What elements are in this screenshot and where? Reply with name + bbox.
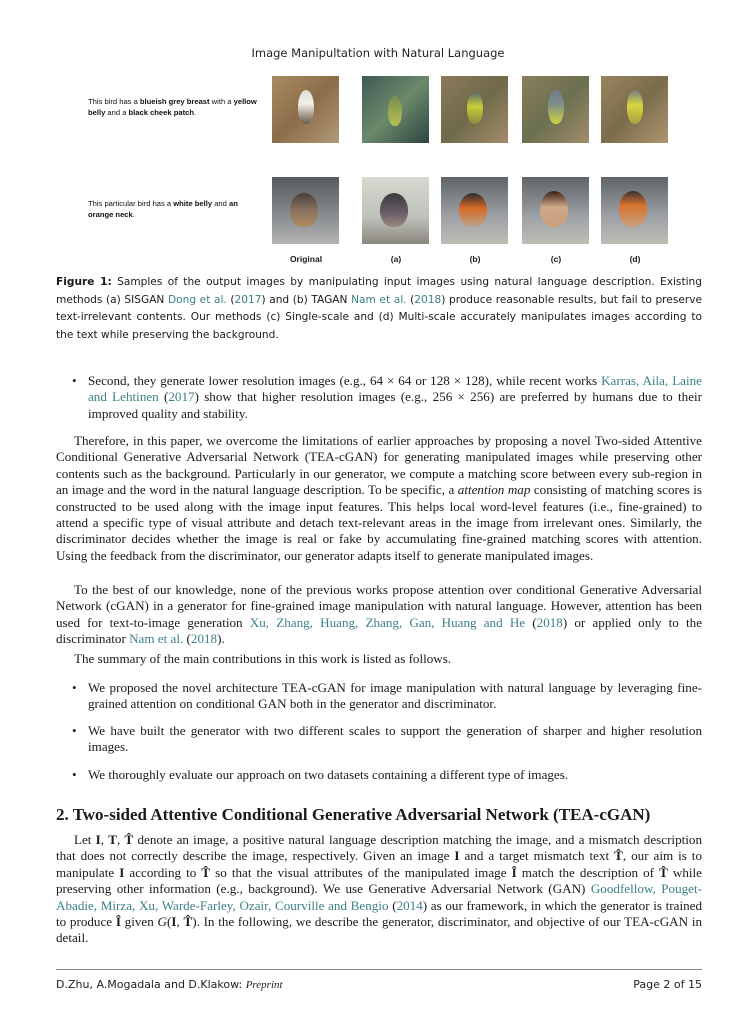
- text-run: To the best of our knowledge, none of the previous works propose attention over conditional Generative Adversarial Network (cGAN) in a generator for fine-grained image manipulation with natural language. However, attention has been used for text-to-image generation: [56, 582, 702, 630]
- citation-link[interactable]: Goodfellow, Pouget-Abadie, Mirza, Xu, Warde-Farley, Ozair, Courville and Bengio: [56, 881, 702, 913]
- text-run: .: [193, 108, 197, 117]
- text-run: given: [120, 914, 158, 930]
- bold-text: I: [119, 864, 125, 880]
- contribution-1: [72, 680, 702, 713]
- column-label-original: Original: [289, 254, 323, 264]
- text-run: ) or applied only to the discriminator: [56, 614, 702, 647]
- text-run: (: [166, 914, 172, 930]
- italic-text: attention map: [457, 482, 531, 498]
- text-run: ) show that higher resolution images (e.g., 256 × 256) are preferred by humans due to their improved quality and stability.: [88, 389, 702, 421]
- bold-text: T: [108, 832, 118, 847]
- text-run: while preserving other information (e.g., background). We use Generative Adversarial Network (GAN): [56, 864, 702, 897]
- text-run: ). In the following, we describe the generator, discriminator, and objective of our TEA-cGAN in detail.: [56, 914, 703, 946]
- bullet-icon: •: [72, 680, 77, 695]
- text-run: .: [132, 210, 135, 219]
- citation-link[interactable]: 2014: [396, 897, 423, 913]
- column-label-c: (c): [550, 254, 562, 264]
- figure-caption: [56, 274, 702, 344]
- bold-text: an orange neck: [88, 199, 238, 219]
- text-run: Samples of the output images by manipulating input images using natural language description. Existing methods (a) SISGAN: [56, 276, 702, 306]
- text-run: and a target mismatch text: [459, 848, 615, 864]
- bird-image-a-1: [362, 76, 429, 143]
- citation-link[interactable]: 2018: [190, 631, 218, 647]
- footer-divider: [56, 969, 702, 970]
- bird-image-c-2: [522, 177, 589, 244]
- citation-link[interactable]: Xu, Zhang, Huang, Zhang, Gan, Huang and He: [249, 614, 526, 630]
- bullet-icon: •: [72, 767, 77, 782]
- citation-link[interactable]: Nam et al.: [351, 293, 407, 306]
- text-run: We proposed the novel architecture TEA-cGAN for image manipulation with natural language by leveraging fine-grained attention on conditional GAN both in the generator and discriminator.: [88, 680, 702, 712]
- description-2: [88, 198, 258, 220]
- text-run: (: [158, 389, 169, 405]
- bold-text: yellow belly: [88, 97, 257, 117]
- text-run: according to: [124, 864, 202, 880]
- bullet-text: [88, 723, 702, 754]
- paragraph-intro: [56, 433, 702, 564]
- column-label-a: (a): [390, 254, 402, 264]
- text-run: (: [183, 631, 191, 647]
- bold-text: I: [95, 832, 101, 847]
- bold-text: black cheek patch: [128, 108, 194, 117]
- text-run: Second, they generate lower resolution images (e.g., 64 × 64 or 128 × 128), while recent works: [88, 373, 602, 388]
- citation-link[interactable]: Nam et al.: [129, 631, 184, 647]
- text-run: We thoroughly evaluate our approach on two datasets containing a different type of images.: [88, 767, 569, 782]
- bird-image-d-1: [601, 76, 668, 143]
- text-run: This bird has a: [88, 97, 140, 106]
- text-run: ,: [100, 832, 109, 847]
- citation-link[interactable]: 2017: [234, 293, 262, 306]
- text-run: ,: [176, 914, 184, 930]
- text-run: match the description of: [516, 864, 660, 880]
- text-run: Therefore, in this paper, we overcome the limitations of earlier approaches by proposing a novel Two-sided Attentive Conditional Generative Adversarial Network (TEA-cGAN) for generating manipulated images while preserving other contents such as the background. Particularly in our generator, we compute a matching score between every sub-region in an image and the word in the natural language description. To be specific, a: [56, 433, 702, 498]
- bullet-text: [88, 767, 568, 782]
- citation-link[interactable]: Karras, Aila, Laine and Lehtinen: [88, 373, 702, 405]
- citation-link[interactable]: 2018: [536, 614, 563, 630]
- bird-image-a-2: [362, 177, 429, 244]
- contribution-3: [72, 767, 702, 783]
- bird-image-b-2: [441, 177, 508, 244]
- text-run: ) and (b) TAGAN: [261, 293, 352, 306]
- bird-image-b-1: [441, 76, 508, 143]
- text-run: (: [525, 614, 537, 630]
- bird-image-original-1: [272, 76, 339, 143]
- bullet-text: [88, 680, 702, 711]
- bold-text: T̂: [183, 914, 193, 930]
- text-run: (: [226, 293, 235, 306]
- bullet-resolution: [72, 373, 702, 422]
- text-run: and: [212, 199, 229, 208]
- text-run: The summary of the main contributions in this work is listed as follows.: [74, 651, 452, 666]
- text-run: so that the visual attributes of the manipulated image: [210, 864, 512, 880]
- bold-text: white belly: [173, 199, 213, 208]
- footer-authors-text: D.Zhu, A.Mogadala and D.Klakow:: [56, 978, 246, 991]
- bold-text: Î: [511, 864, 517, 880]
- text-run: ) as our framework, in which the generator is trained to produce: [56, 897, 702, 930]
- text-run: denote an image, a positive natural language description matching the image, and a mismatch description that does not correctly describe the image, respectively. Given an image: [56, 832, 702, 864]
- bird-image-c-1: [522, 76, 589, 143]
- running-head: Image Manipultation with Natural Language: [251, 46, 505, 60]
- text-run: (: [388, 897, 397, 913]
- bold-text: Figure 1:: [56, 276, 112, 288]
- paragraph-method: [56, 832, 702, 947]
- paragraph-summary: [56, 651, 702, 667]
- citation-link[interactable]: 2017: [168, 389, 195, 405]
- contribution-2: [72, 723, 702, 756]
- italic-text: G: [157, 914, 167, 930]
- bold-text: Î: [115, 914, 121, 930]
- text-run: with a: [209, 97, 234, 106]
- text-run: ,: [117, 832, 125, 847]
- bold-text: T̂: [201, 864, 211, 880]
- citation-link[interactable]: 2018: [414, 293, 442, 306]
- bold-text: T̂: [124, 832, 134, 847]
- bold-text: I: [171, 914, 177, 930]
- bullet-text: [88, 373, 702, 421]
- text-run: Let: [74, 832, 96, 847]
- column-label-d: (d): [629, 254, 641, 264]
- column-label-b: (b): [469, 254, 481, 264]
- bold-text: blueish grey breast: [139, 97, 210, 106]
- bullet-icon: •: [72, 373, 77, 388]
- bold-text: T̂: [659, 864, 668, 880]
- text-run: (: [406, 293, 415, 306]
- bold-text: T̂: [614, 848, 623, 864]
- bird-image-original-2: [272, 177, 339, 244]
- text-run: consisting of matching scores is constructed to be used along with the image input features. This helps local word-level features (i.e., fine-grained) to attend a specific type of visual attribute and detach text-relevant areas in the image from irrelevant ones. Similarly, the discriminator decides whether the image is real or fake by accumulating fine-grained matching scores with attention. Using the feedback from the discriminator, our generator adapts itself to generate manipulated images.: [56, 482, 702, 563]
- text-run: and a: [105, 108, 129, 117]
- paragraph-novelty: [56, 582, 702, 648]
- footer-page-number: Page 2 of 15: [633, 978, 702, 991]
- text-run: ) produce reasonable results, but fail to preserve text-irrelevant contents. Our methods (c) Single-scale and (d) Multi-scale accurately manipulates images according to the text while preserving the background.: [56, 293, 702, 341]
- section-heading: 2. Two-sided Attentive Conditional Generative Adversarial Network (TEA-cGAN): [56, 805, 651, 824]
- footer-venue: Preprint: [245, 979, 283, 991]
- text-run: , our aim is to manipulate: [56, 848, 702, 880]
- bird-image-d-2: [601, 177, 668, 244]
- text-run: This particular bird has a: [88, 199, 174, 208]
- text-run: We have built the generator with two different scales to support the generation of sharper and higher resolution images.: [88, 723, 702, 755]
- bullet-icon: •: [72, 723, 77, 738]
- text-run: ).: [217, 631, 225, 647]
- bold-text: I: [454, 848, 460, 864]
- footer-authors: [56, 978, 283, 991]
- description-1: [88, 96, 258, 118]
- citation-link[interactable]: Dong et al.: [167, 293, 227, 306]
